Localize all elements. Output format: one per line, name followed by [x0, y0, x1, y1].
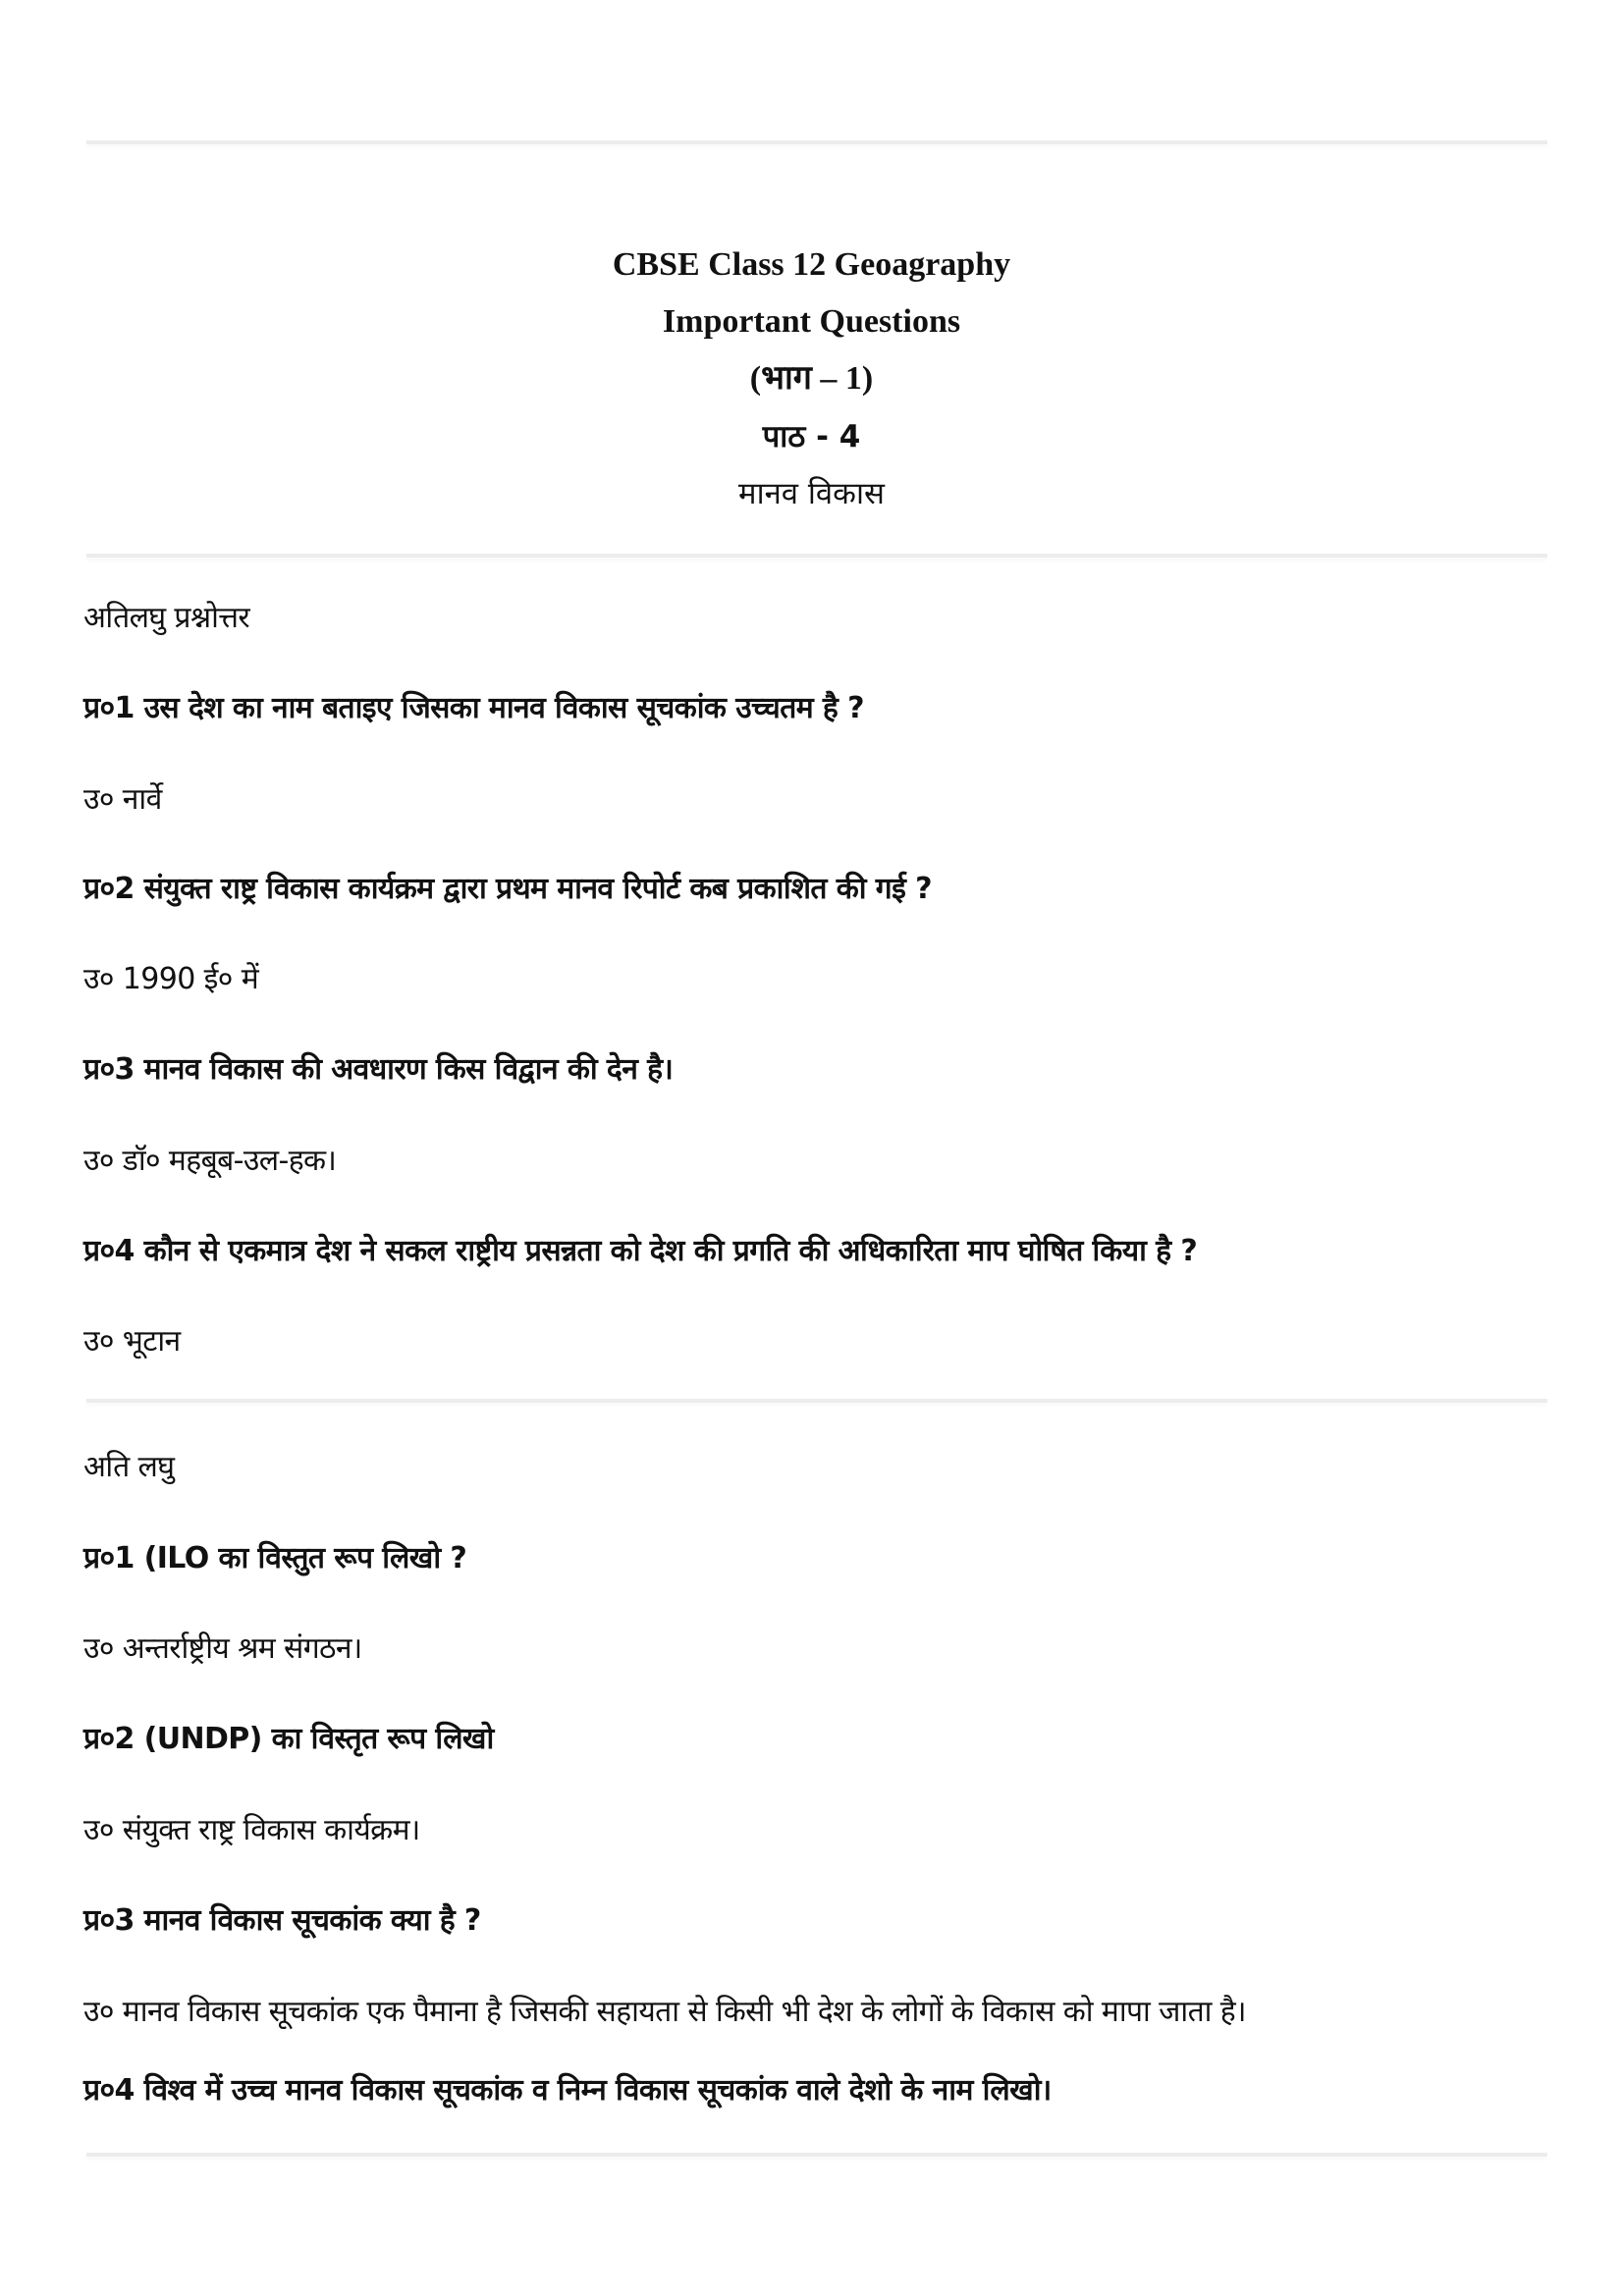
question: प्र०1 (ILO का विस्तुत रूप लिखो ?	[83, 1541, 467, 1575]
divider-bottom	[86, 2153, 1547, 2157]
answer: उ० 1990 ई० में	[83, 962, 259, 996]
doc-title-line1: CBSE Class 12 Geoagraphy	[612, 246, 1011, 283]
divider-header	[86, 554, 1547, 558]
doc-lesson: पाठ - 4	[762, 419, 861, 454]
doc-part: (भाग – 1)	[749, 360, 874, 397]
question: प्र०2 (UNDP) का विस्तृत रूप लिखो	[83, 1722, 494, 1756]
answer: उ० नार्वे	[83, 782, 162, 817]
answer: उ० संयुक्त राष्ट्र विकास कार्यक्रम।	[83, 1813, 420, 1847]
divider-section	[86, 1399, 1547, 1403]
answer: उ० भूटान	[83, 1324, 181, 1359]
question: प्र०1 उस देश का नाम बताइए जिसका मानव विकास सूचकांक उच्चतम है ?	[83, 691, 864, 725]
question: प्र०4 विश्व में उच्च मानव विकास सूचकांक व निम्न विकास सूचकांक वाले देशो के नाम लिखो।	[83, 2073, 1052, 2108]
answer: उ० डॉ० महबूब-उल-हक।	[83, 1144, 337, 1178]
question: प्र०3 मानव विकास की अवधारण किस विद्वान की देन है।	[83, 1052, 674, 1087]
answer: उ० मानव विकास सूचकांक एक पैमाना है जिसकी सहायता से किसी भी देश के लोगों के विकास को मापा जाता है।	[83, 1995, 1246, 2029]
question: प्र०4 कौन से एकमात्र देश ने सकल राष्ट्रीय प्रसन्नता को देश की प्रगति की अधिकारिता माप घोषित किया है ?	[83, 1234, 1198, 1268]
question: प्र०2 संयुक्त राष्ट्र विकास कार्यक्रम द्वारा प्रथम मानव रिपोर्ट कब प्रकाशित की गई ?	[83, 872, 932, 906]
section-heading: अतिलघु प्रश्नोत्तर	[83, 601, 250, 635]
question: प्र०3 मानव विकास सूचकांक क्या है ?	[83, 1903, 481, 1938]
answer: उ० अन्तर्राष्ट्रीय श्रम संगठन।	[83, 1631, 362, 1666]
doc-title-line2: Important Questions	[662, 303, 961, 340]
doc-chapter: मानव विकास	[738, 476, 885, 511]
section-heading: अति लघु	[83, 1450, 175, 1484]
divider-top	[86, 140, 1547, 144]
